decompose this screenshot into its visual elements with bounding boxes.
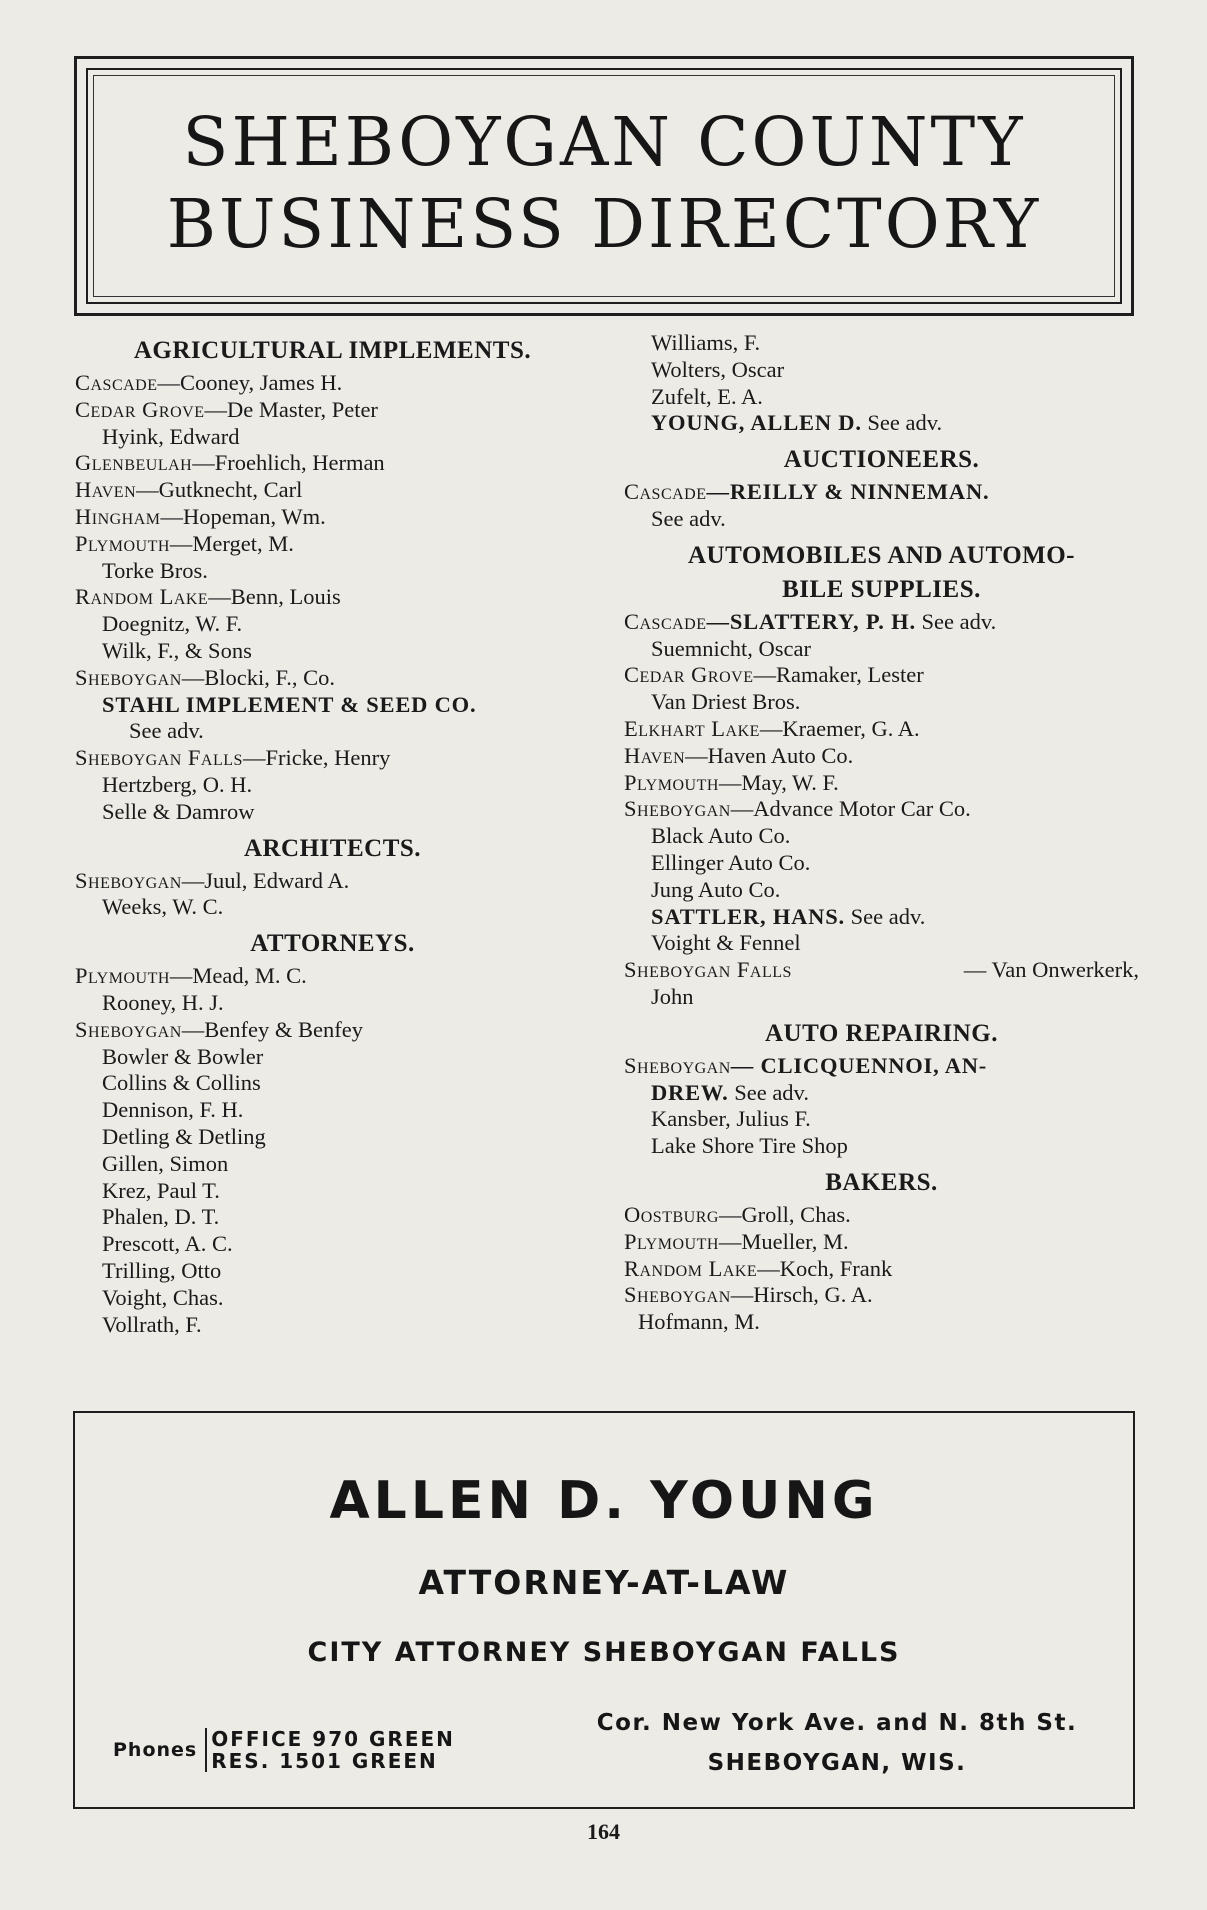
business-name: —Fricke, Henry: [242, 745, 391, 771]
directory-entry: [624, 1202, 1139, 1229]
business-name: —Hirsch, G. A.: [730, 1282, 873, 1308]
place-name: Sheboygan: [75, 867, 182, 893]
directory-entry: [624, 1282, 1139, 1309]
directory-subentry: Kansber, Julius F.: [651, 1106, 811, 1132]
directory-subentry: Rooney, H. J.: [102, 989, 224, 1015]
directory-subentry: See adv.: [129, 718, 204, 744]
ad-phones: [113, 1728, 455, 1772]
directory-subentry: John: [651, 983, 694, 1009]
section-heading: ATTORNEYS.: [250, 930, 415, 958]
place-name: Cascade: [624, 479, 707, 505]
section-heading: BILE SUPPLIES.: [782, 575, 981, 603]
section-heading: AUTO REPAIRING.: [765, 1019, 998, 1047]
directory-entry: [624, 479, 1139, 506]
directory-entry: [75, 868, 590, 895]
business-name: —Blocki, F., Co.: [181, 664, 336, 690]
directory-entry: [624, 662, 1139, 689]
directory-subentry: Bowler & Bowler: [102, 1043, 264, 1069]
see-adv-note: See adv.: [850, 903, 926, 929]
directory-subentry: Suemnicht, Oscar: [651, 635, 811, 661]
business-name-bold: — CLICQUENNOI, AN-: [730, 1052, 988, 1078]
directory-subentry: Detling & Detling: [102, 1123, 266, 1149]
directory-entry: [624, 1053, 1139, 1080]
place-name: Cedar Grove: [624, 662, 754, 688]
phones-label: Phones: [113, 1739, 198, 1761]
directory-subentry: Trilling, Otto: [102, 1257, 222, 1283]
business-name: —Benfey & Benfey: [181, 1016, 363, 1042]
business-name: —May, W. F.: [718, 769, 839, 795]
address-line-2: SHEBOYGAN, WIS.: [707, 1750, 967, 1776]
directory-subentry: Gillen, Simon: [102, 1150, 229, 1176]
directory-subentry: Weeks, W. C.: [102, 894, 224, 920]
directory-subentry: Prescott, A. C.: [102, 1231, 233, 1257]
place-name: Cedar Grove: [75, 396, 205, 422]
business-name-bold: —REILLY & NINNEMAN.: [706, 479, 990, 505]
see-adv-note: See adv.: [921, 608, 997, 634]
directory-entry: [75, 504, 590, 531]
directory-subentry: Hyink, Edward: [102, 423, 240, 449]
directory-subentry: Torke Bros.: [102, 557, 208, 583]
directory-subentry: Lake Shore Tire Shop: [651, 1133, 848, 1159]
business-name: —Koch, Frank: [757, 1255, 893, 1281]
directory-subentry: Vollrath, F.: [102, 1311, 202, 1337]
address-line-1: Cor. New York Ave. and N. 8th St.: [596, 1710, 1078, 1736]
business-name: —Haven Auto Co.: [685, 742, 854, 768]
directory-subentry: Williams, F.: [651, 330, 761, 355]
directory-entry: [624, 743, 1139, 770]
business-name: —Mueller, M.: [718, 1228, 849, 1254]
business-name: —Groll, Chas.: [718, 1201, 851, 1227]
place-name: Glenbeulah: [75, 450, 193, 476]
advertisement-box: [73, 1411, 1135, 1809]
ad-address: [577, 1703, 1097, 1783]
business-name: —Froehlich, Herman: [192, 450, 385, 476]
business-name: —Juul, Edward A.: [181, 867, 350, 893]
directory-entry: [75, 531, 590, 558]
directory-subentry: [624, 904, 1139, 931]
place-name: Plymouth: [624, 1228, 719, 1254]
business-name: —Ramaker, Lester: [753, 662, 924, 688]
business-name: —Cooney, James H.: [157, 370, 343, 395]
see-adv-note: See adv.: [867, 410, 943, 436]
place-name: Sheboygan: [75, 664, 182, 690]
business-name: — Van Onwerkerk,: [963, 957, 1139, 983]
directory-subentry: See adv.: [651, 505, 726, 531]
business-name-bold: DREW.: [651, 1079, 729, 1105]
directory-entry: [75, 745, 590, 772]
directory-subentry: Wilk, F., & Sons: [102, 637, 252, 663]
title-line-1: SHEBOYGAN COUNTY: [182, 103, 1026, 181]
place-name: Sheboygan Falls: [75, 745, 243, 771]
directory-subentry: Dennison, F. H.: [102, 1097, 244, 1123]
directory-subentry: Wolters, Oscar: [651, 356, 785, 382]
business-name: —De Master, Peter: [204, 396, 378, 422]
directory-title-frame: [74, 56, 1134, 316]
page-number: 164: [587, 1819, 620, 1844]
directory-subentry: [624, 410, 1139, 437]
place-name: Sheboygan: [624, 796, 731, 822]
directory-subentry: Hofmann, M.: [638, 1309, 760, 1335]
directory-entry: [75, 477, 590, 504]
directory-entry: [75, 963, 590, 990]
directory-subentry: Collins & Collins: [102, 1070, 261, 1096]
place-name: Random Lake: [75, 584, 209, 610]
directory-entry: [75, 397, 590, 424]
left-column: [75, 330, 590, 1338]
see-adv-note: See adv.: [734, 1079, 809, 1105]
business-name-bold: —SLATTERY, P. H.: [706, 608, 916, 634]
business-name: —Gutknecht, Carl: [136, 477, 303, 503]
section-heading: AUTOMOBILES AND AUTOMO-: [687, 541, 1076, 569]
business-name: —Mead, M. C.: [169, 963, 307, 989]
ad-title: ATTORNEY-AT-LAW: [418, 1563, 790, 1602]
directory-subentry: Ellinger Auto Co.: [651, 849, 811, 875]
directory-subentry: Selle & Damrow: [102, 798, 255, 824]
phone-residence: RES. 1501 GREEN: [211, 1749, 438, 1773]
directory-subentry: Doegnitz, W. F.: [102, 611, 243, 637]
place-name: Cascade: [624, 608, 707, 634]
directory-subentry: [624, 1080, 1139, 1107]
business-name: —Advance Motor Car Co.: [730, 796, 971, 822]
place-name: Haven: [75, 477, 137, 503]
directory-entry: [624, 1256, 1139, 1283]
place-name: Plymouth: [75, 530, 170, 556]
right-column: [624, 330, 1139, 1336]
directory-subentry: Krez, Paul T.: [102, 1177, 220, 1203]
directory-subentry: Phalen, D. T.: [102, 1204, 220, 1230]
place-name: Sheboygan: [75, 1016, 182, 1042]
business-name: —Merget, M.: [169, 530, 294, 556]
directory-entry: [75, 665, 590, 692]
place-name: Elkhart Lake: [624, 715, 760, 741]
section-heading: AGRICULTURAL IMPLEMENTS.: [133, 337, 532, 364]
directory-entry: [75, 1017, 590, 1044]
phone-office: OFFICE 970 GREEN: [211, 1727, 455, 1751]
directory-entry: [624, 770, 1139, 797]
business-name: —Benn, Louis: [208, 584, 341, 610]
business-name-bold: SATTLER, HANS.: [651, 903, 845, 929]
place-name: Plymouth: [624, 769, 719, 795]
place-name: Oostburg: [624, 1201, 719, 1227]
place-name: Haven: [624, 742, 686, 768]
place-name: Random Lake: [624, 1255, 758, 1281]
business-name: —Hopeman, Wm.: [160, 503, 326, 529]
directory-subentry: Voight & Fennel: [651, 930, 801, 956]
section-heading: ARCHITECTS.: [243, 834, 422, 862]
business-name-bold: YOUNG, ALLEN D.: [651, 410, 862, 436]
phones-list: [205, 1728, 455, 1772]
place-name: Sheboygan: [624, 1282, 731, 1308]
directory-entry: [75, 584, 590, 611]
business-name: —Kraemer, G. A.: [759, 715, 920, 741]
section-heading: BAKERS.: [825, 1168, 938, 1196]
directory-entry: [624, 716, 1139, 743]
place-name: Plymouth: [75, 963, 170, 989]
directory-entry: [624, 609, 1139, 636]
place-name: Sheboygan: [624, 1052, 731, 1078]
directory-subentry: Voight, Chas.: [102, 1284, 224, 1310]
directory-entry: [75, 450, 590, 477]
directory-entry: [75, 370, 590, 397]
ad-city-line: CITY ATTORNEY SHEBOYGAN FALLS: [307, 1637, 901, 1668]
directory-entry: [624, 1229, 1139, 1256]
place-name: Hingham: [75, 503, 161, 529]
place-name: Sheboygan Falls: [624, 957, 792, 983]
ad-name: ALLEN D. YOUNG: [329, 1471, 879, 1531]
place-name: Cascade: [75, 370, 158, 395]
directory-subentry-bold: STAHL IMPLEMENT & SEED CO.: [102, 691, 477, 717]
directory-subentry: Zufelt, E. A.: [651, 383, 763, 409]
section-heading: AUCTIONEERS.: [783, 446, 980, 474]
directory-subentry: Jung Auto Co.: [651, 876, 781, 902]
title-line-2: BUSINESS DIRECTORY: [166, 185, 1042, 263]
directory-subentry: Hertzberg, O. H.: [102, 771, 253, 797]
directory-subentry: Van Driest Bros.: [651, 689, 801, 715]
directory-entry: [624, 957, 1139, 984]
directory-entry: [624, 796, 1139, 823]
directory-subentry: Black Auto Co.: [651, 823, 791, 849]
